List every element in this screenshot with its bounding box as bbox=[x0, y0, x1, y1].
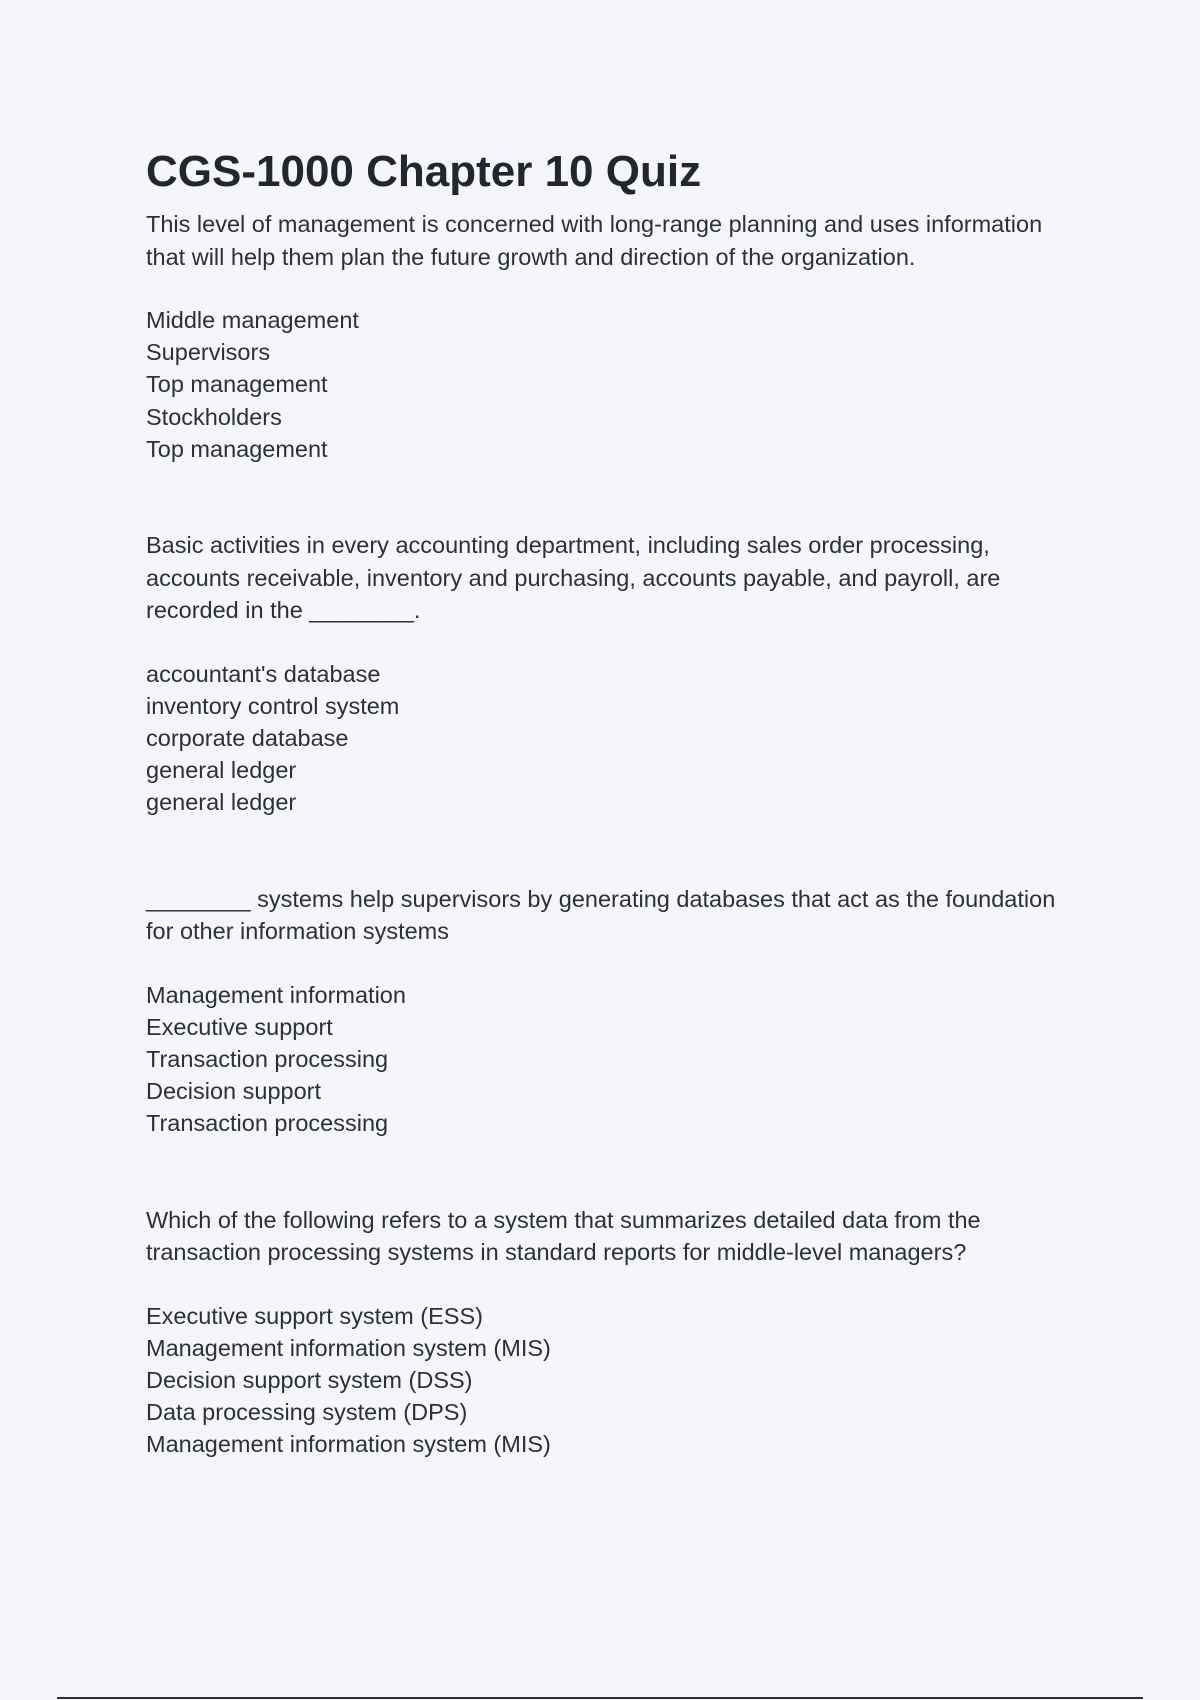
answer-option: Executive support bbox=[146, 1013, 333, 1040]
answer-option: corporate database bbox=[146, 724, 349, 751]
answer-option: Management information bbox=[146, 981, 406, 1008]
page-bottom-divider bbox=[57, 1697, 1143, 1699]
answer-option: inventory control system bbox=[146, 692, 400, 719]
answer-option: Decision support system (DSS) bbox=[146, 1366, 473, 1393]
answer-option: Supervisors bbox=[146, 339, 271, 366]
answer-option: Transaction processing bbox=[146, 1110, 389, 1137]
answer-options bbox=[146, 1300, 1056, 1461]
answer-option: Top management bbox=[146, 435, 328, 462]
question-text: Which of the following refers to a system that summarizes detailed data from the transaction processing systems in standard reports for middle-level managers? bbox=[146, 1206, 981, 1266]
answer-option: Data processing system (DPS) bbox=[146, 1399, 468, 1426]
page-title: CGS-1000 Chapter 10 Quiz bbox=[146, 147, 702, 196]
answer-option: accountant's database bbox=[146, 660, 381, 687]
question-4 bbox=[146, 1204, 1056, 1461]
answer-option: Executive support system (ESS) bbox=[146, 1302, 483, 1329]
question-1 bbox=[146, 208, 1056, 465]
answer-options bbox=[146, 304, 1056, 465]
document-content bbox=[146, 144, 1056, 1525]
question-3 bbox=[146, 883, 1056, 1140]
answer-options bbox=[146, 979, 1056, 1140]
answer-option: Management information system (MIS) bbox=[146, 1431, 551, 1458]
answer-option: Decision support bbox=[146, 1078, 322, 1105]
answer-option: general ledger bbox=[146, 789, 297, 816]
answer-option: Stockholders bbox=[146, 403, 282, 430]
answer-option: general ledger bbox=[146, 757, 297, 784]
question-text: Basic activities in every accounting department, including sales order processing, accounts receivable, inventory and purchasing, accounts payable, and payroll, are recorded in the ________. bbox=[146, 532, 1001, 624]
question-2 bbox=[146, 529, 1056, 819]
answer-option: Top management bbox=[146, 371, 328, 398]
answer-options bbox=[146, 658, 1056, 819]
answer-option: Transaction processing bbox=[146, 1045, 389, 1072]
question-text: ________ systems help supervisors by generating databases that act as the foundation for other information systems bbox=[146, 885, 1056, 945]
question-text: This level of management is concerned with long-range planning and uses information that will help them plan the future growth and direction of the organization. bbox=[146, 211, 1043, 270]
answer-option: Middle management bbox=[146, 307, 359, 333]
answer-option: Management information system (MIS) bbox=[146, 1334, 551, 1361]
